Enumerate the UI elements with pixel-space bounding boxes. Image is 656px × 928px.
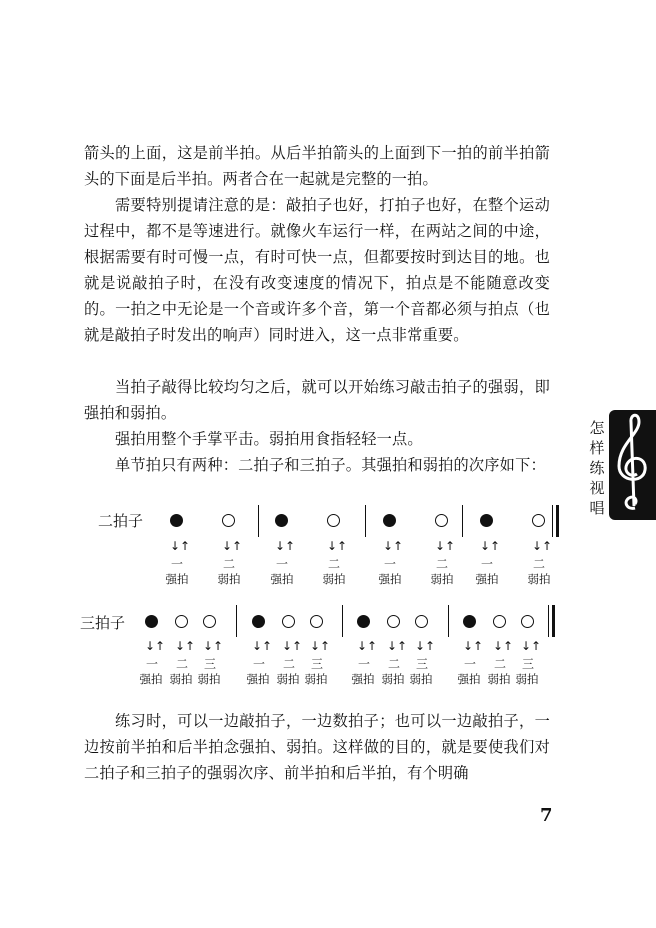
beat-number: 三 — [203, 657, 216, 671]
weak-beat-label: 弱拍 — [527, 572, 551, 586]
strong-beat-label: 强拍 — [270, 572, 294, 586]
final-bar-thick — [556, 505, 559, 537]
treble-clef-icon — [609, 410, 656, 520]
final-bar-thick — [552, 605, 555, 637]
weak-beat-label: 弱拍 — [304, 672, 328, 686]
beat-arrows: ↓↑ — [532, 539, 553, 553]
beat-number: 二 — [282, 657, 295, 671]
strong-beat-dot — [480, 514, 493, 527]
duple-label: 二拍子 — [98, 512, 144, 530]
strong-beat-label: 强拍 — [351, 672, 375, 686]
beat-arrows: ↓↑ — [357, 639, 378, 653]
beat-number: 一 — [480, 557, 493, 571]
strong-beat-label: 强拍 — [246, 672, 270, 686]
strong-beat-dot — [170, 514, 183, 527]
beat-number: 二 — [532, 557, 545, 571]
weak-beat-dot — [222, 514, 235, 527]
strong-beat-label: 强拍 — [165, 572, 189, 586]
beat-number: 一 — [145, 657, 158, 671]
bar-line — [342, 605, 343, 637]
beat-number: 一 — [463, 657, 476, 671]
beat-arrows: ↓↑ — [170, 539, 191, 553]
weak-beat-label: 弱拍 — [276, 672, 300, 686]
beat-number: 三 — [310, 657, 323, 671]
strong-beat-dot — [463, 615, 476, 628]
beat-arrows: ↓↑ — [282, 639, 303, 653]
weak-beat-label: 弱拍 — [322, 572, 346, 586]
beat-arrows: ↓↑ — [521, 639, 542, 653]
beat-arrows: ↓↑ — [383, 539, 404, 553]
strong-beat-label: 强拍 — [139, 672, 163, 686]
beat-arrows: ↓↑ — [493, 639, 514, 653]
strong-beat-dot — [357, 615, 370, 628]
weak-beat-label: 弱拍 — [515, 672, 539, 686]
paragraph-5: 单节拍只有两种：二拍子和三拍子。其强拍和弱拍的次序如下： — [115, 456, 546, 474]
weak-beat-dot — [387, 615, 400, 628]
weak-beat-label: 弱拍 — [381, 672, 405, 686]
weak-beat-dot — [310, 615, 323, 628]
strong-beat-label: 强拍 — [457, 672, 481, 686]
weak-beat-dot — [415, 615, 428, 628]
beat-number: 一 — [170, 557, 183, 571]
paragraph-3: 当拍子敲得比较均匀之后，就可以开始练习敲击拍子的强弱，即强拍和弱拍。 — [84, 378, 550, 422]
beat-number: 一 — [275, 557, 288, 571]
final-bar-thin — [548, 605, 549, 637]
weak-beat-dot — [493, 615, 506, 628]
paragraph-1: 箭头的上面，这是前半拍。从后半拍箭头的上面到下一拍的前半拍箭头的下面是后半拍。两者合在一起就是完整的一拍。 — [84, 144, 550, 188]
beat-arrows: ↓↑ — [222, 539, 243, 553]
weak-beat-dot — [282, 615, 295, 628]
weak-beat-dot — [521, 615, 534, 628]
beat-number: 一 — [383, 557, 396, 571]
beat-arrows: ↓↑ — [387, 639, 408, 653]
beat-arrows: ↓↑ — [252, 639, 273, 653]
bar-line — [365, 505, 366, 537]
bar-line — [462, 505, 463, 537]
weak-beat-label: 弱拍 — [487, 672, 511, 686]
strong-beat-dot — [252, 615, 265, 628]
beat-arrows: ↓↑ — [275, 539, 296, 553]
beat-number: 三 — [521, 657, 534, 671]
weak-beat-dot — [327, 514, 340, 527]
weak-beat-dot — [532, 514, 545, 527]
beat-number: 三 — [415, 657, 428, 671]
beat-arrows: ↓↑ — [145, 639, 166, 653]
beat-number: 二 — [175, 657, 188, 671]
strong-beat-label: 强拍 — [378, 572, 402, 586]
beat-arrows: ↓↑ — [463, 639, 484, 653]
beat-arrows: ↓↑ — [327, 539, 348, 553]
beat-arrows: ↓↑ — [203, 639, 224, 653]
triple-label: 三拍子 — [80, 614, 126, 632]
beat-arrows: ↓↑ — [415, 639, 436, 653]
beat-number: 二 — [435, 557, 448, 571]
strong-beat-dot — [145, 615, 158, 628]
weak-beat-dot — [435, 514, 448, 527]
paragraph-4: 强拍用整个手掌平击。弱拍用食指轻轻一点。 — [115, 430, 423, 448]
weak-beat-dot — [175, 615, 188, 628]
beat-arrows: ↓↑ — [480, 539, 501, 553]
bar-line — [236, 605, 237, 637]
beat-arrows: ↓↑ — [175, 639, 196, 653]
weak-beat-label: 弱拍 — [430, 572, 454, 586]
weak-beat-label: 弱拍 — [217, 572, 241, 586]
paragraph-2: 需要特别提请注意的是：敲拍子也好，打拍子也好，在整个运动过程中，都不是等速进行。就像火车运行一样，在两站之间的中途，根据需要有时可慢一点，有时可快一点，但都要按时到达目的地。也就是说敲拍子时，在没有改变速度的情况下，拍点是不能随意改变的。一拍之中无论是一个音或许多个音，第一个音都必须与拍点（也就是敲拍子时发出的响声）同时进入，这一点非常重要。 — [84, 196, 550, 344]
weak-beat-label: 弱拍 — [197, 672, 221, 686]
strong-beat-dot — [275, 514, 288, 527]
beat-number: 二 — [327, 557, 340, 571]
beat-number: 二 — [493, 657, 506, 671]
page-number: 7 — [540, 805, 553, 826]
strong-beat-label: 强拍 — [475, 572, 499, 586]
weak-beat-label: 弱拍 — [169, 672, 193, 686]
final-bar-thin — [552, 505, 553, 537]
strong-beat-dot — [383, 514, 396, 527]
beat-number: 二 — [387, 657, 400, 671]
beat-arrows: ↓↑ — [435, 539, 456, 553]
side-title: 怎 样 练 视 唱 — [589, 419, 605, 517]
beat-number: 一 — [357, 657, 370, 671]
paragraph-6: 练习时，可以一边敲拍子，一边数拍子；也可以一边敲拍子，一边按前半拍和后半拍念强拍、弱拍。这样做的目的，就是要使我们对二拍子和三拍子的强弱次序、前半拍和后半拍，有个明确 — [84, 712, 550, 782]
beat-number: 一 — [252, 657, 265, 671]
beat-arrows: ↓↑ — [310, 639, 331, 653]
weak-beat-dot — [203, 615, 216, 628]
weak-beat-label: 弱拍 — [409, 672, 433, 686]
bar-line — [258, 505, 259, 537]
bar-line — [448, 605, 449, 637]
beat-number: 二 — [222, 557, 235, 571]
